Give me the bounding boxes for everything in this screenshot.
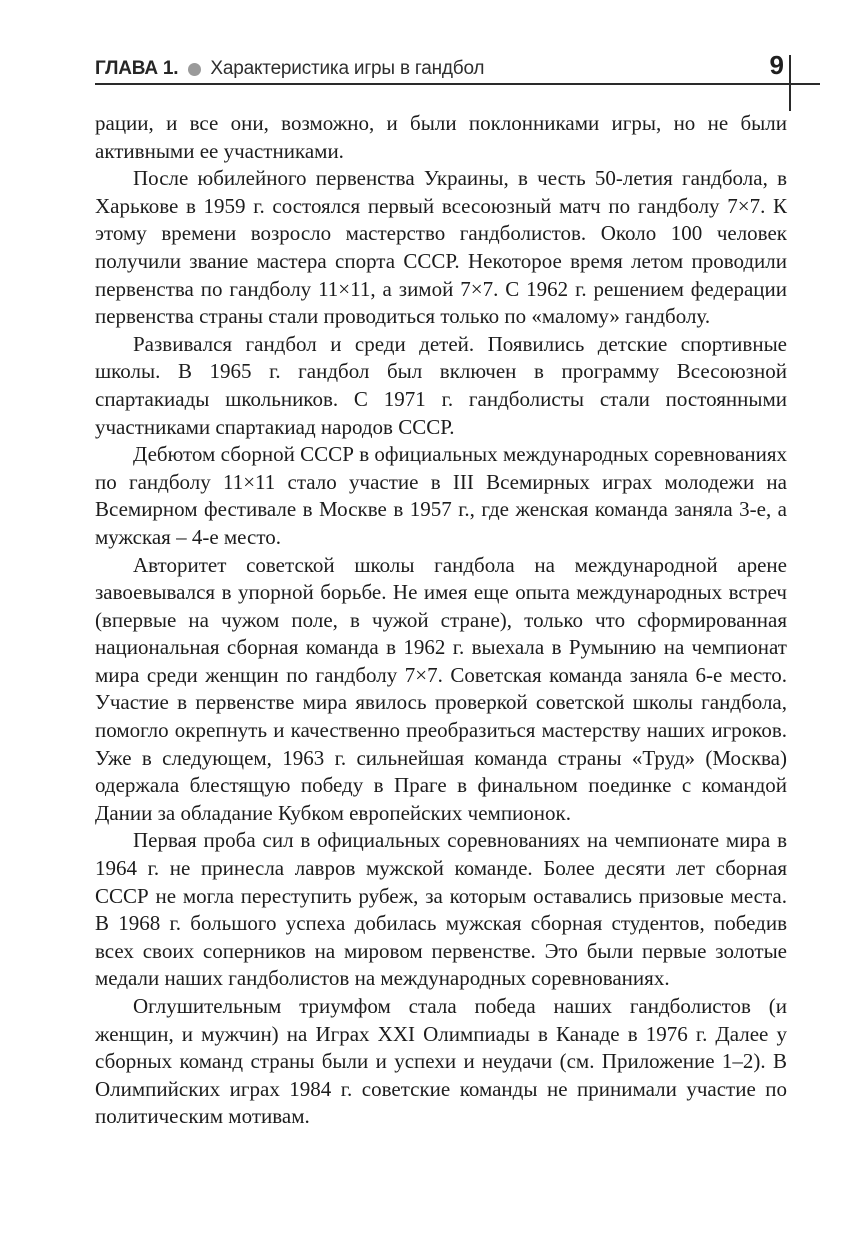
paragraph: После юбилейного первенства Украины, в честь 50-летия гандбола, в Харькове в 1959 г. состоялся первый всесоюзный матч по гандболу 7×7. К этому времени возросло мастерство гандболистов. Около 100 человек получили звание мастера спорта СССР. Некоторое время летом проводили первенства по гандболу 11×11, а зимой 7×7. С 1962 г. решением федерации первенства страны стали проводиться только по «малому» гандболу. — [95, 166, 787, 329]
paragraph: Развивался гандбол и среди детей. Появились детские спортивные школы. В 1965 г. гандбол был включен в программу Всесоюзной спартакиады школьников. С 1971 г. гандболисты стали постоянными участниками спартакиад народов СССР. — [95, 331, 787, 439]
chapter-title: Характеристика игры в гандбол — [210, 58, 485, 79]
paragraph: Дебютом сборной СССР в официальных международных соревнованиях по гандболу 11×11 стало участие в III Всемирных играх молодежи на Всемирном фестивале в Москве в 1957 г., где женская команда заняла 3-е, а мужская – 4-е место. — [95, 442, 787, 549]
chapter-bullet-icon — [188, 63, 201, 76]
paragraph: Оглушительным триумфом стала победа наших гандболистов (и женщин, и мужчин) на Играх XXI Олимпиады в Канаде в 1976 г. Далее у сборных команд страны были и успехи и неудачи (см. Приложение 1–2). В Олимпийских играх 1984 г. советские команды не принимали участие по политическим мотивам. — [95, 994, 787, 1129]
paragraph: Авторитет советской школы гандбола на международной арене завоевывался в упорной борьбе. Не имея еще опыта международных встреч (впервые на чужом поле, в чужой стране), только что сформированная национальная сборная команда в 1962 г. выехала в Румынию на чемпионат мира среди женщин по гандболу 7×7. Советская команда заняла 6-е место. Участие в первенстве мира явилось проверкой советской школы гандбола, помогло окрепнуть и качественно преобразиться мастерству наших игроков. Уже в следующем, 1963 г. сильнейшая команда страны «Труд» (Москва) одержала блестящую победу в Праге в финальном поединке с командой Дании за обладание Кубком европейских чемпионок. — [95, 552, 787, 825]
page-number: 9 — [769, 50, 784, 80]
margin-rule — [789, 55, 791, 111]
paragraph: рации, и все они, возможно, и были поклонниками игры, но не были активными ее участниками. — [95, 111, 787, 163]
header-rule — [95, 83, 820, 85]
chapter-label: ГЛАВА 1. — [95, 58, 179, 79]
paragraph: Первая проба сил в официальных соревнованиях на чемпионате мира в 1964 г. не принесла лавров мужской команде. Более десяти лет сборная СССР не могла переступить рубеж, за которым оставались призовые места. В 1968 г. большого успеха добилась мужская сборная студентов, победив всех своих соперников на мировом первенстве. Это были первые золотые медали наших гандболистов на международных соревнованиях. — [95, 828, 787, 991]
page-body — [95, 110, 787, 1131]
running-header — [95, 50, 820, 84]
